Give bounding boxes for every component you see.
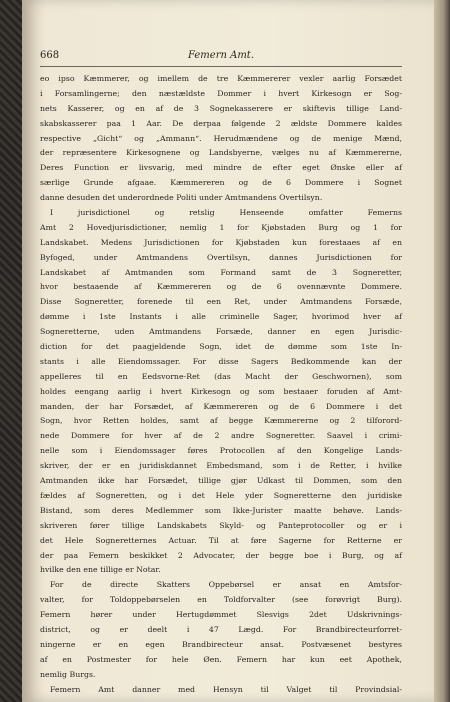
header-rule: [40, 66, 402, 67]
text-line: skriver, der er en juridiskdannet Embedsmand, som i de Retter, i hvilke: [40, 461, 402, 471]
text-line: Disse Sogneretter, forenede til een Ret, under Amtmandens Forsæde,: [40, 297, 402, 307]
text-line: det Hele Sogneretternes Actuar. Til at føre Sagerne for Retterne er: [40, 535, 402, 545]
text-line: holdes eengang aarlig i hvert Kirkesogn og som bestaaer foruden af Amt-: [40, 386, 402, 396]
text-line: i Forsamlingerne; den næstældste Dommer i hvert Kirkesogn er Sog-: [40, 88, 402, 98]
text-line: hvor bestaaende af Kæmmereren og de 6 ovennævnte Dommere.: [40, 282, 402, 292]
text-line: nelle som i Eiendomssager føres Protocollen af den Kongelige Lands-: [40, 446, 402, 456]
text-line: district, og er deelt i 47 Lægd. For Brandbirecteurforret-: [40, 624, 402, 634]
text-line: stants i alle Eiendomssager. For disse Sagers Bedkommende kan der: [40, 356, 402, 366]
text-line: Landskabet. Medens Jurisdictionen for Kjøbstaden kun forestaaes af en: [40, 237, 402, 247]
text-line: hvilke den ene tillige er Notar.: [40, 565, 161, 575]
text-line: ningerne er en egen Brandbirecteur ansat. Postvæsenet bestyres: [40, 639, 402, 649]
page-edge: [434, 0, 450, 702]
text-line: Femern Amt danner med Hensyn til Valget til Provindsial-: [50, 684, 402, 694]
text-line: nede Dommere for hver af de 2 andre Sogneretter. Saavel i crimi-: [40, 431, 402, 441]
text-line: af en Postmester for hele Øen. Femern har kun eet Apothek,: [40, 654, 402, 664]
text-line: Femern hører under Hertugdømmet Slesvigs 2det Udskrivnings-: [40, 610, 402, 620]
text-line: eo ipso Kæmmerer, og imellem de tre Kæmmererer vexler aarlig Forsædet: [40, 74, 402, 83]
text-line: der paa Femern beskikket 2 Advocater, der begge boe i Burg, og af: [40, 550, 402, 560]
text-line: For de directe Skatters Oppebørsel er ansat en Amtsfor-: [50, 580, 402, 590]
text-line: der repræsentere Kirkesognene og Landsbyerne, vælges nu af Kæmmererne,: [40, 148, 402, 158]
text-line: valter, for Toldoppebørselen en Toldforvalter (see forøvrigt Burg).: [40, 595, 402, 605]
text-line: appelleres til en Eedsvorne-Ret (das Macht der Geschwornen), som: [40, 371, 402, 381]
page-header: [40, 50, 402, 64]
page-number: 668: [40, 50, 60, 61]
book-binding: [0, 0, 22, 702]
text-line: manden, der har Forsædet, af Kæmmereren og de 6 Dommere i det: [40, 401, 402, 411]
text-line: Amtmanden ikke har Forsædet, tillige gjør Udkast til Dommen, som den: [40, 476, 402, 486]
text-line: skriveren fører tillige Landskabets Skyld- og Panteprotocoller og er i: [40, 520, 402, 530]
text-line: respective „Gicht“ og „Ammann“. Herudmændene og de menige Mænd,: [40, 133, 402, 143]
text-line: Byfoged, under Amtmandens Overtilsyn, dannes Jurisdictionen for: [40, 252, 402, 262]
text-line: I jurisdictionel og retslig Henseende omfatter Femerns: [50, 208, 402, 218]
text-line: Sogn, hvor Retten holdes, samt af begge Kæmmererne og 2 tilforord-: [40, 416, 402, 426]
text-line: fældes af Sogneretten, og i det Hele yder Sogneretterne den juridiske: [40, 490, 402, 500]
text-line: nets Kasserer, og en af de 3 Sognekasserere er skiftevis tillige Land-: [40, 103, 402, 113]
text-line: diction for det paagjeldende Sogn, idet de dømme som 1ste In-: [40, 342, 402, 352]
text-line: dømme i 1ste Instants i alle criminelle Sager, hvorimod hver af: [40, 312, 402, 322]
running-title: Femern Amt.: [187, 50, 254, 61]
text-line: Deres Function er livsvarig, med mindre de efter eget Ønske eller af: [40, 163, 402, 173]
text-line: danne desuden det underordnede Politi under Amtmandens Overtilsyn.: [40, 193, 323, 203]
text-line: Landskabet af Amtmanden som Formand samt de 3 Sogneretter,: [40, 267, 402, 277]
text-line: nemlig Burgs.: [40, 669, 96, 679]
text-line: skabskasserer paa 1 Aar. De derpaa følgende 2 ældste Dommere kaldes: [40, 118, 402, 128]
text-line: Bistand, som deres Medlemmer som Ikke-Jurister maatte behøve. Lands-: [40, 505, 402, 515]
text-line: Sogneretterne, uden Amtmandens Forsæde, danner en egen Jurisdic-: [40, 327, 402, 337]
text-line: særlige Grunde afgaae. Kæmmereren og de 6 Dommere i Sognet: [40, 178, 402, 188]
text-line: Amt 2 Hovedjurisdictioner, nemlig 1 for Kjøbstaden Burg og 1 for: [40, 222, 402, 232]
body-text: [40, 72, 402, 697]
